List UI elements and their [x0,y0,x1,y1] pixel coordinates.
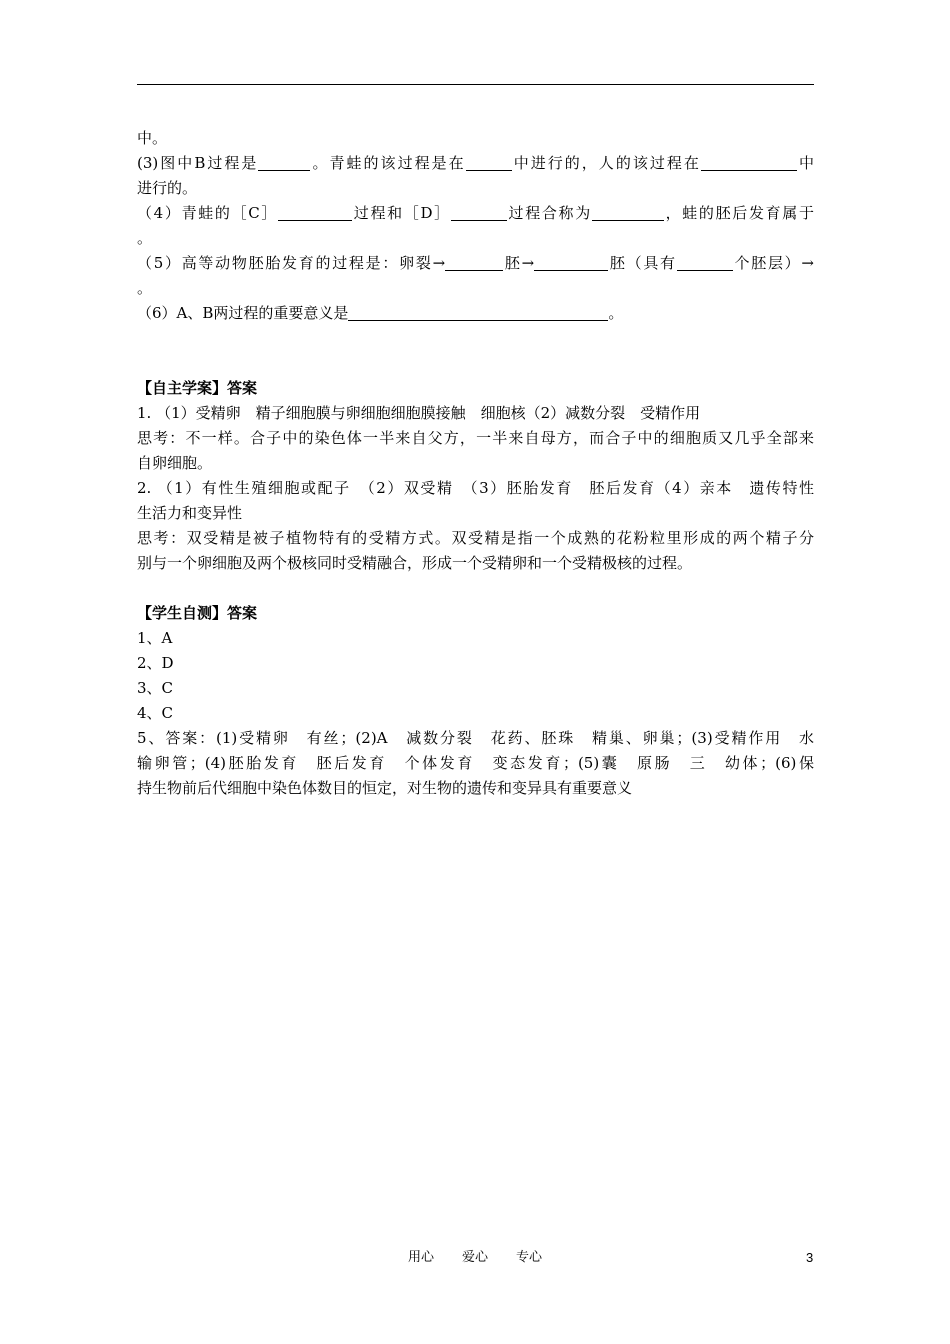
question-3: (3)图中B过程是 。青蛙的该过程是在 中进行的，人的该过程在 中 [137,154,814,172]
text-line: 2. （1）有性生殖细胞或配子 （2）双受精 （3）胚胎发育 胚后发育（4）亲本 遗传特性 [137,479,814,497]
arrow-icon: → [521,254,535,272]
arrow-icon: → [432,254,446,272]
footer-word: 爱心 [461,1250,488,1265]
text-line: 输卵管；(4)胚胎发育 胚后发育 个体发育 变态发育；(5)囊 原肠 三 幼体；(6)保 [137,754,814,772]
text-line: 进行的。 [137,179,198,197]
answer-blank[interactable] [348,305,608,321]
text-line: 别与一个卵细胞及两个极核同时受精融合，形成一个受精卵和一个受精极核的过程。 [137,554,693,572]
text-line: 思考：不一样。合子中的染色体一半来自父方，一半来自母方，而合子中的细胞质又几乎全部来 [137,429,814,447]
answer-blank[interactable] [278,205,352,221]
text-line: 。 [137,229,153,247]
question-6: （6）A、B两过程的重要意义是 。 [137,304,624,322]
text-line: 。 [137,279,153,297]
footer-word: 用心 [407,1250,434,1265]
list-item: 3、C [137,679,174,697]
header-rule [137,84,814,85]
answer-blank[interactable] [466,155,512,171]
question-5: （5）高等动物胚胎发育的过程是：卵裂→ 胚→ 胚（具有 个胚层）→ [137,254,814,272]
footer-word: 专心 [516,1250,543,1265]
list-item: 4、C [137,704,174,722]
answer-blank[interactable] [445,255,503,271]
page-number: 3 [806,1250,814,1265]
arrow-icon: → [801,254,814,272]
text-line: 思考：双受精是被子植物特有的受精方式。双受精是指一个成熟的花粉粒里形成的两个精子分 [137,529,814,547]
text-line: 中。 [137,129,168,147]
answer-blank[interactable] [451,205,507,221]
section-heading: 【自主学案】答案 [137,379,258,397]
text-line: 1. （1）受精卵 精子细胞膜与卵细胞细胞膜接触 细胞核（2）减数分裂 受精作用 [137,404,701,422]
list-item: 1、A [137,629,173,647]
answer-blank[interactable] [677,255,733,271]
list-item: 2、D [137,654,174,672]
text-line: 持生物前后代细胞中染色体数目的恒定，对生物的遗传和变异具有重要意义 [137,779,633,797]
text-line: 生活力和变异性 [137,504,243,522]
section-heading: 【学生自测】答案 [137,604,258,622]
answer-blank[interactable] [534,255,608,271]
text-line: 5、答案：(1)受精卵 有丝；(2)A 减数分裂 花药、胚珠 精巢、卵巢；(3)受精作用 水 [137,729,814,747]
answer-blank[interactable] [258,155,310,171]
question-4: （4）青蛙的［C］ 过程和［D］ 过程合称为 ，蛙的胚后发育属于 [137,204,814,222]
answer-blank[interactable] [592,205,664,221]
answer-blank[interactable] [701,155,797,171]
text-line: 自卵细胞。 [137,454,213,472]
